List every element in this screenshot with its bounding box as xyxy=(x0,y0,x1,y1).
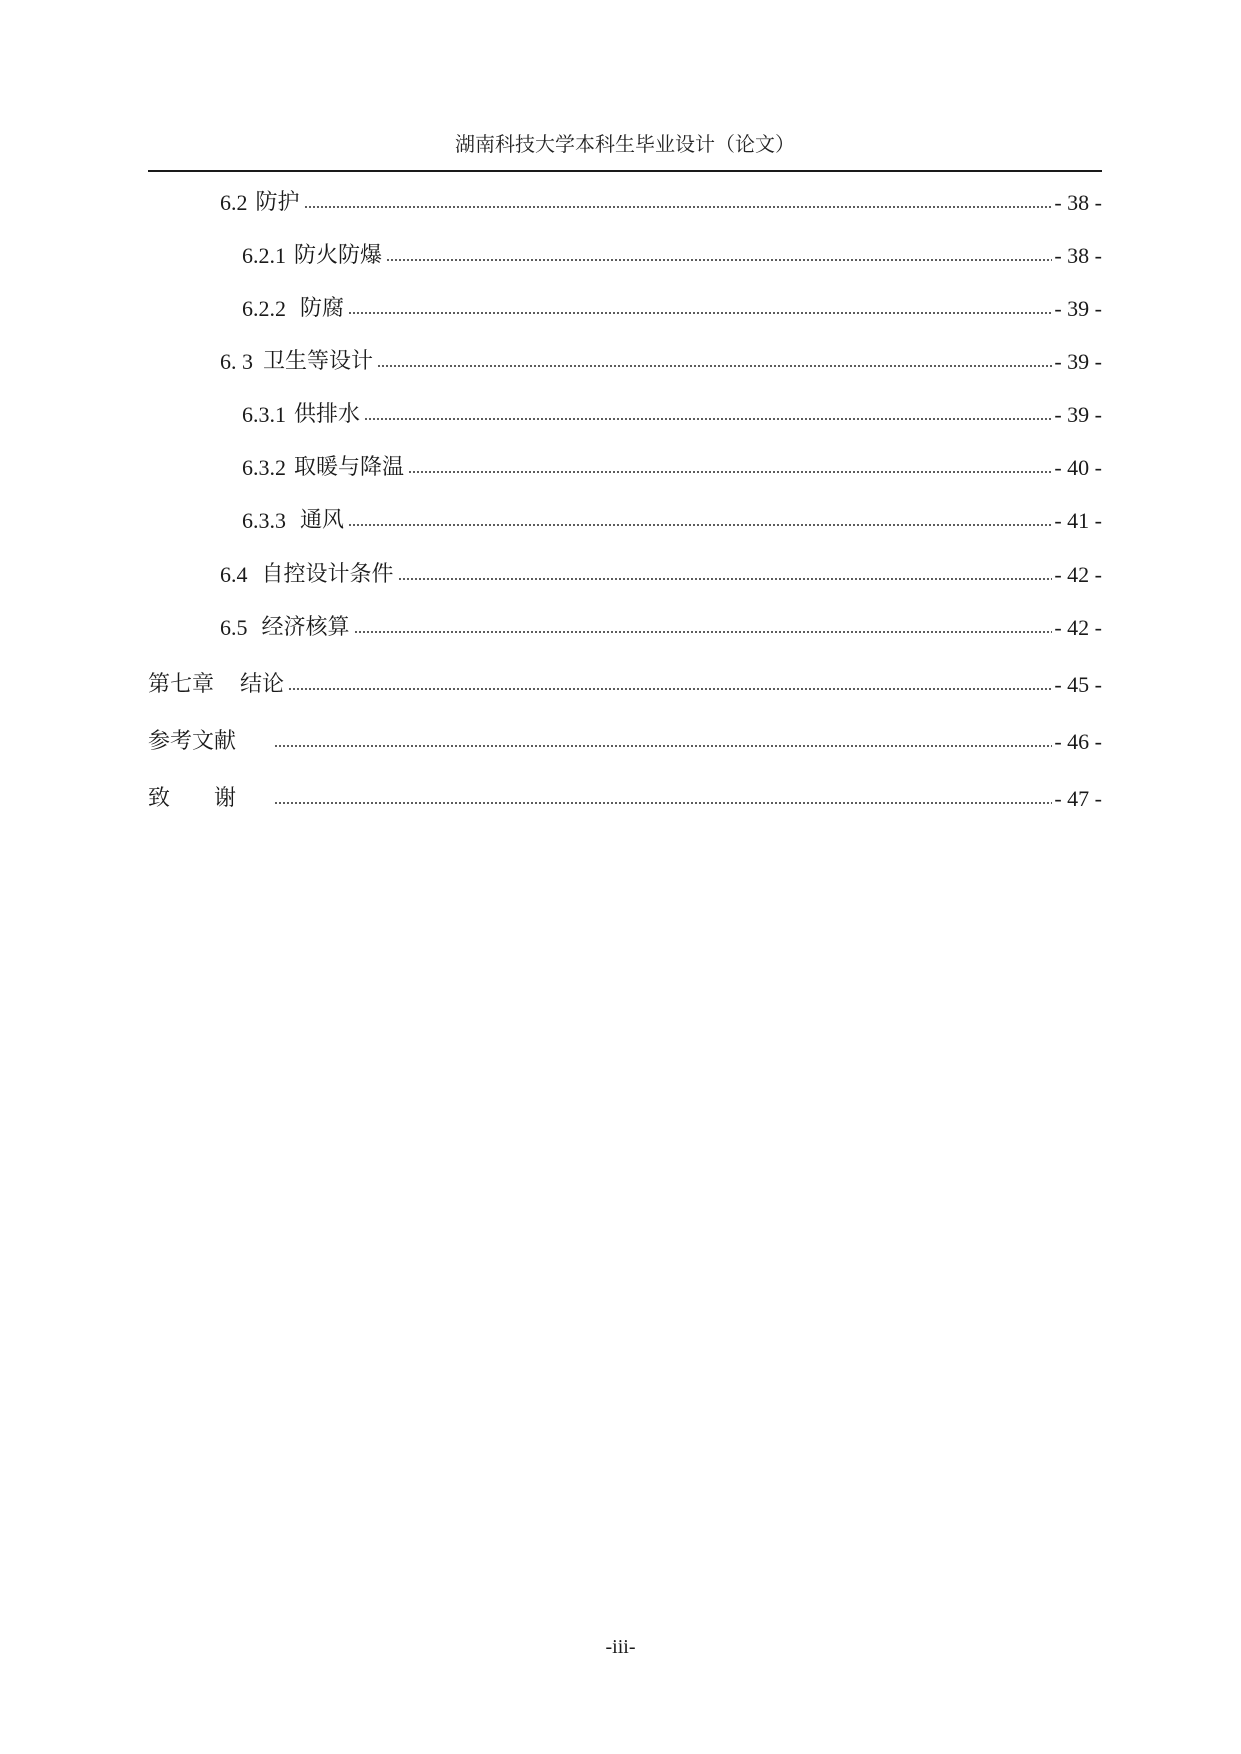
toc-entry-page: - 39 - xyxy=(1054,402,1102,427)
toc-entry-number: 6.3.3 xyxy=(242,508,286,533)
toc-entry-number: 6. 3 xyxy=(220,349,253,374)
toc-entry[interactable] xyxy=(242,293,1102,323)
dot-leader xyxy=(364,416,1052,422)
toc-entry[interactable] xyxy=(242,505,1102,535)
toc-entry-title: 取暖与降温 xyxy=(294,455,405,480)
toc-entry-title: 卫生等设计 xyxy=(263,349,374,374)
toc-entry-page: - 45 - xyxy=(1054,672,1102,697)
dot-leader xyxy=(288,686,1052,692)
toc-entry-number: 6.4 xyxy=(220,562,248,587)
toc-chapter-entry[interactable] xyxy=(148,726,1102,756)
toc-entry-number: 6.2 xyxy=(220,190,248,215)
toc-entry-title: 致 谢 xyxy=(148,786,237,811)
toc-chapter-entry[interactable] xyxy=(148,783,1102,813)
toc-entry[interactable] xyxy=(242,452,1102,482)
toc-entry-number: 6.5 xyxy=(220,615,248,640)
toc-entry-title: 供排水 xyxy=(294,402,361,427)
dot-leader xyxy=(377,363,1052,369)
toc-entry-number: 6.2.2 xyxy=(242,296,286,321)
toc-entry-page: - 38 - xyxy=(1054,243,1102,268)
toc-entry[interactable] xyxy=(242,240,1102,270)
toc-entry-number: 6.2.1 xyxy=(242,243,286,268)
dot-leader xyxy=(274,800,1052,806)
toc-entry[interactable] xyxy=(220,346,1102,376)
toc-entry-title: 经济核算 xyxy=(261,615,350,640)
toc-entry-page: - 39 - xyxy=(1054,296,1102,321)
toc-entry-title: 防火防爆 xyxy=(294,243,383,268)
dot-leader xyxy=(386,257,1052,263)
toc-chapter-entry[interactable] xyxy=(148,669,1102,699)
page-header: 湖南科技大学本科生毕业设计（论文） xyxy=(455,132,795,156)
dot-leader xyxy=(274,743,1052,749)
toc-entry[interactable] xyxy=(220,559,1102,589)
toc-entry-page: - 39 - xyxy=(1054,349,1102,374)
dot-leader xyxy=(354,629,1053,635)
toc-entry-page: - 42 - xyxy=(1054,562,1102,587)
toc-entry-page: - 42 - xyxy=(1054,615,1102,640)
toc-entry[interactable] xyxy=(220,187,1102,217)
dot-leader xyxy=(348,310,1052,316)
toc-entry-title: 防护 xyxy=(255,190,300,215)
toc-entry-title: 结论 xyxy=(240,672,285,697)
toc-entry[interactable] xyxy=(242,399,1102,429)
toc-entry-page: - 41 - xyxy=(1054,508,1102,533)
page-number: -iii- xyxy=(605,1636,636,1658)
toc-entry-number: 6.3.2 xyxy=(242,455,286,480)
toc-entry-title: 自控设计条件 xyxy=(261,562,394,587)
toc-entry-page: - 46 - xyxy=(1054,729,1102,754)
toc-entry-title: 通风 xyxy=(300,508,345,533)
dot-leader xyxy=(348,522,1052,528)
toc-entry[interactable] xyxy=(220,612,1102,642)
dot-leader xyxy=(398,576,1053,582)
toc-entry-title: 参考文献 xyxy=(148,729,237,754)
toc-entry-page: - 38 - xyxy=(1054,190,1102,215)
toc-entry-number: 6.3.1 xyxy=(242,402,286,427)
dot-leader xyxy=(304,204,1053,210)
toc-entry-title: 防腐 xyxy=(300,296,345,321)
dot-leader xyxy=(408,469,1052,475)
toc-entry-number: 第七章 xyxy=(148,672,215,697)
toc-entry-page: - 40 - xyxy=(1054,455,1102,480)
toc-entry-page: - 47 - xyxy=(1054,786,1102,811)
